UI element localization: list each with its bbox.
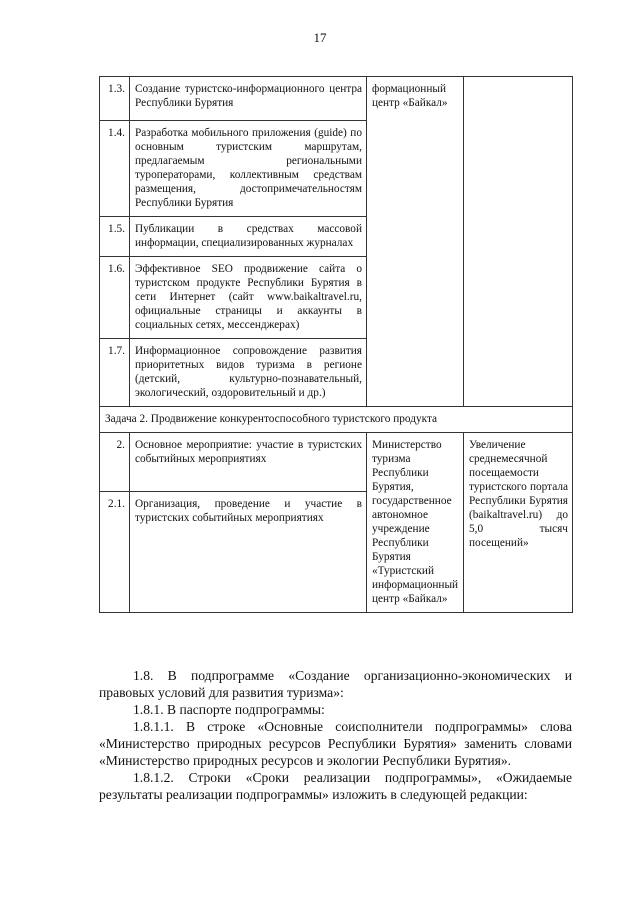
row-number: 1.4. [100, 121, 130, 217]
paragraph: 1.8.1.1. В строке «Основные соисполнители подпрограммы» слова «Министерство природных ресурсов Республики Бурятия» заменить словами «Министерство природных ресурсов и экологии Республики Бурятия». [99, 719, 572, 768]
row-number: 1.5. [100, 217, 130, 257]
row-number: 1.7. [100, 339, 130, 407]
row-number: 2.1. [100, 492, 130, 613]
measure-text: Создание туристско-информационного центра Республики Бурятия [130, 77, 367, 121]
measure-text: Основное мероприятие: участие в туристских событийных мероприятиях [130, 433, 367, 492]
executor-cell: формационный центр «Байкал» [367, 77, 464, 407]
table-row [100, 433, 573, 492]
result-cell: Увеличение среднемесячной посещаемости туристского портала Республики Бурятия (baikaltravel.ru) до 5,0 тысяч посещений» [464, 433, 573, 613]
measure-text: Эффективное SEO продвижение сайта о туристском продукте Республики Бурятия в сети Интернет (сайт www.baikaltravel.ru, официальные страницы и аккаунты в социальных сетях, мессенджерах) [130, 257, 367, 339]
row-number: 1.3. [100, 77, 130, 121]
page-number: 17 [313, 30, 327, 45]
task-heading: Задача 2. Продвижение конкурентоспособного туристского продукта [100, 407, 573, 433]
executor-cell: Министерство туризма Республики Бурятия, государственное автономное учреждение Республики Бурятия «Туристский информационный центр «Байкал» [367, 433, 464, 613]
body-text [99, 667, 572, 803]
measures-table [99, 76, 573, 613]
task-row [100, 407, 573, 433]
paragraph: 1.8.1.2. Строки «Сроки реализации подпрограммы», «Ожидаемые результаты реализации подпрограммы» изложить в следующей редакции: [99, 770, 572, 802]
measure-text: Организация, проведение и участие в туристских событийных мероприятиях [130, 492, 367, 613]
table-row [100, 77, 573, 121]
measure-text: Информационное сопровождение развития приоритетных видов туризма в регионе (детский, культурно-познавательный, экологический, оздоровительный и др.) [130, 339, 367, 407]
result-cell [464, 77, 573, 407]
row-number: 2. [100, 433, 130, 492]
paragraph: 1.8.1. В паспорте подпрограммы: [133, 702, 325, 717]
paragraph: 1.8. В подпрограмме «Создание организационно-экономических и правовых условий для развития туризма»: [99, 668, 572, 700]
row-number: 1.6. [100, 257, 130, 339]
measure-text: Публикации в средствах массовой информации, специализированных журналах [130, 217, 367, 257]
measure-text: Разработка мобильного приложения (guide) по основным туристским маршрутам, предлагаемым региональными туроператорами, коллективным средствам размещения, достопримечательностям Республики Бурятия [130, 121, 367, 217]
